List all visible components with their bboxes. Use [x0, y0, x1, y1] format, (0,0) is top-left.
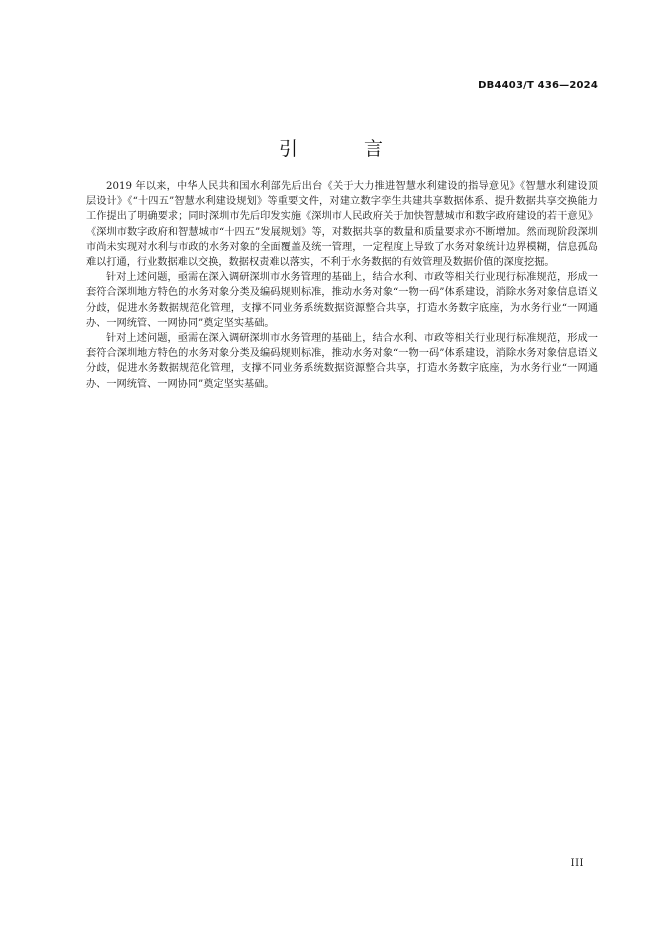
- page-title: 引 言: [278, 138, 414, 160]
- paragraph-background: 2019 年以来，中华人民共和国水利部先后出台《关于大力推进智慧水利建设的指导意见》《智慧水利建设顶层设计》《“十四五”智慧水利建设规划》等重要文件，对建立数字孪生共建共享数据体系、提升数据共享交换能力工作提出了明确要求；同时深圳市先后印发实施《深圳市人民政府关于加快智慧城市和数字政府建设的若干意见》《深圳市数字政府和智慧城市“十四五”发展规划》等，对数据共享的数量和质量要求亦不断增加。然而现阶段深圳市尚未实现对水利与市政的水务对象的全面覆盖及统一管理，一定程度上导致了水务对象统计边界模糊，信息孤岛难以打通，行业数据难以交换，数据权责难以落实，不利于水务数据的有效管理及数据价值的深度挖掘。: [86, 181, 598, 269]
- document-code: DB4403/T 436—2024: [478, 80, 598, 91]
- paragraph-response-repeat: 针对上述问题，亟需在深入调研深圳市水务管理的基础上，结合水利、市政等相关行业现行标准规范，形成一套符合深圳地方特色的水务对象分类及编码规则标准，推动水务对象“一物一码”体系建设，消除水务对象信息语义分歧，促进水务数据规范化管理，支撑不同业务系统数据资源整合共享，打造水务数字底座，为水务行业“一网通办、一网统管、一网协同”奠定坚实基础。: [86, 333, 598, 390]
- document-body: [86, 179, 598, 392]
- page-number: III: [570, 858, 584, 869]
- paragraph-response: 针对上述问题，亟需在深入调研深圳市水务管理的基础上，结合水利、市政等相关行业现行标准规范，形成一套符合深圳地方特色的水务对象分类及编码规则标准，推动水务对象“一物一码”体系建设，消除水务对象信息语义分歧，促进水务数据规范化管理，支撑不同业务系统数据资源整合共享，打造水务数字底座，为水务行业“一网通办、一网统管、一网协同”奠定坚实基础。: [86, 272, 598, 329]
